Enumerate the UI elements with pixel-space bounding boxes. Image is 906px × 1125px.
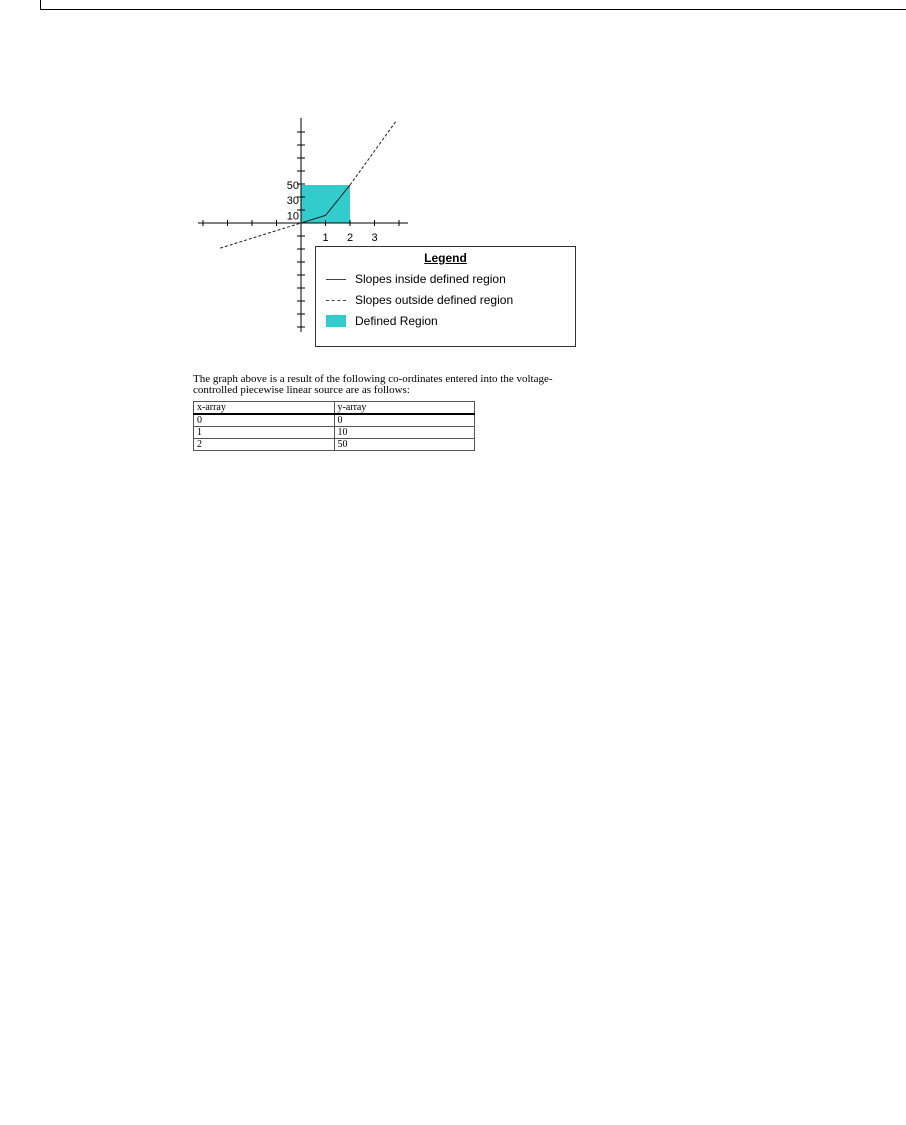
legend	[315, 246, 576, 347]
defined-region	[301, 185, 350, 223]
table-cell: 0	[334, 414, 475, 427]
x-tick-label: 1	[322, 232, 329, 244]
legend-title: Legend	[424, 251, 467, 265]
table-cell: 2	[194, 439, 335, 451]
table-row	[194, 439, 475, 451]
table-cell: 1	[194, 427, 335, 439]
legend-label: Slopes inside defined region	[355, 272, 506, 286]
top-rule	[40, 9, 906, 10]
series-line-outside	[350, 120, 397, 185]
legend-item-region	[326, 313, 438, 329]
x-tick-label: 2	[346, 232, 354, 244]
table-cell: 50	[334, 439, 475, 451]
coordinate-table	[193, 401, 475, 451]
table-header-cell: x-array	[194, 402, 335, 415]
legend-item-outside	[326, 292, 513, 308]
region-swatch	[326, 315, 346, 327]
x-tick-label: 3	[371, 232, 378, 244]
table-cell: 10	[334, 427, 475, 439]
legend-label: Slopes outside defined region	[355, 293, 514, 307]
y-tick-label: 50	[286, 180, 299, 192]
dashed-line-swatch	[326, 300, 346, 301]
legend-label: Defined Region	[355, 314, 438, 328]
solid-line-swatch	[326, 279, 346, 280]
table-header-row	[194, 402, 475, 415]
graph-caption: The graph above is a result of the following co-ordinates entered into the voltage-controlled piecewise linear source are as follows:	[193, 373, 553, 396]
series-line-outside	[220, 223, 301, 248]
y-tick-label: 30	[286, 195, 299, 208]
y-tick-label: 10	[286, 210, 299, 223]
table-header-cell: y-array	[334, 402, 475, 415]
table-row	[194, 414, 475, 427]
table-cell: 0	[194, 414, 335, 427]
legend-item-inside	[326, 271, 506, 287]
table-row	[194, 427, 475, 439]
